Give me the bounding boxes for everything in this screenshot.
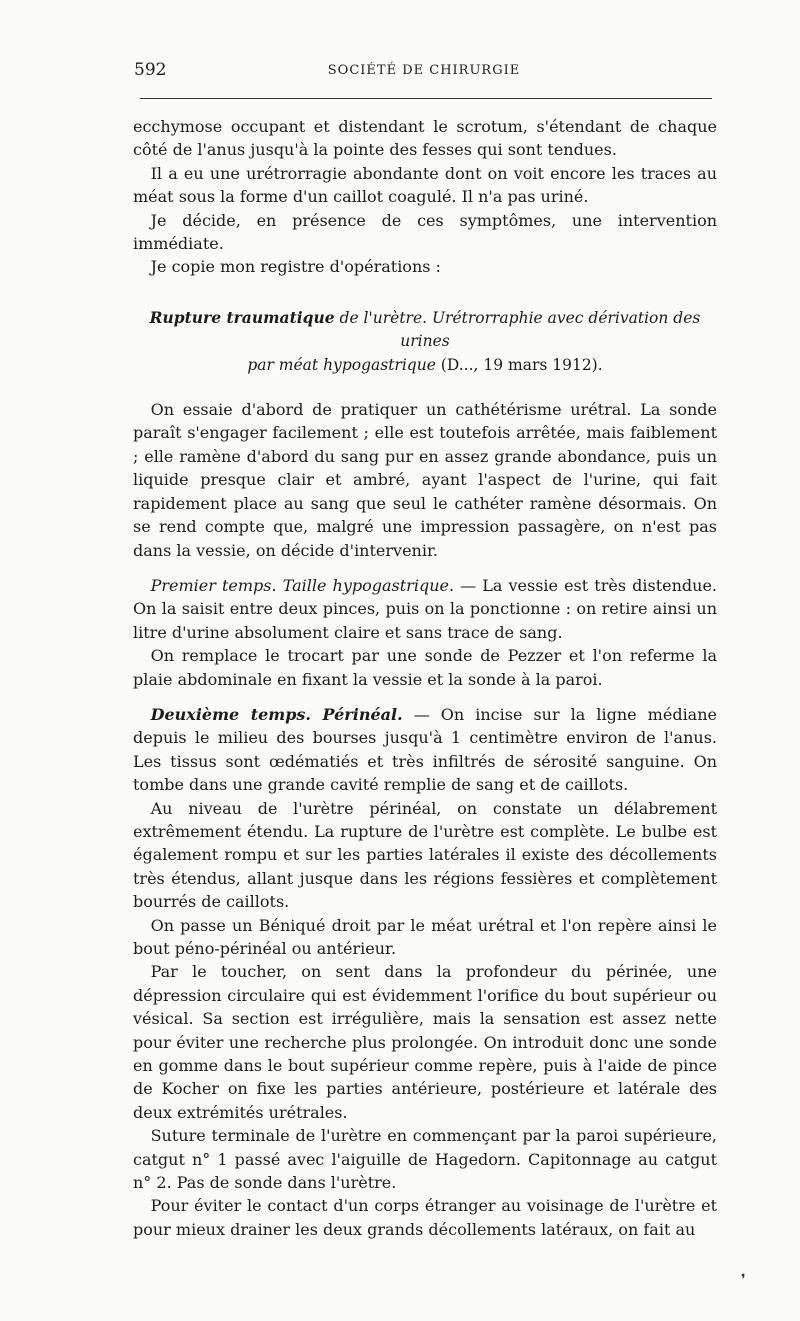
section-heading: Deuxième temps. Périnéal.: [150, 704, 403, 724]
page-body: [133, 115, 717, 1241]
operation-title: [133, 306, 717, 377]
paragraph: Je copie mon registre d'opérations :: [150, 257, 441, 277]
section-heading: Premier temps. Taille hypogastrique.: [150, 575, 455, 595]
paragraph: Au niveau de l'urètre périnéal, on constate un délabrement extrêmement étendu. La rupture de l'urètre est complète. Le bulbe est également rompu et sur les parties latérales il existe des décollements très étendus, allant jusque dans les régions fessières et complètement bourrés de caillots.: [133, 798, 717, 912]
header-rule: [140, 98, 712, 99]
ink-mark: ❜: [741, 1272, 746, 1288]
paragraph: On remplace le trocart par une sonde de Pezzer et l'on referme la plaie abdominale en fixant la vessie et la sonde à la paroi.: [133, 646, 717, 689]
paragraph: Par le toucher, on sent dans la profondeur du périnée, une dépression circulaire qui est évidemment l'orifice du bout supérieur ou vésical. Sa section est irrégulière, mais la sensation est assez nette pour éviter une recherche plus prolongée. On introduit donc une sonde en gomme dans le bout supérieur comme repère, puis à l'aide de pince de Kocher on fixe les parties antérieure, postérieure et latérale des deux extrémités urétrales.: [133, 962, 717, 1122]
paragraph: Pour éviter le contact d'un corps étranger au voisinage de l'urètre et pour mieux drainer les deux grands décollements latéraux, on fait au: [133, 1196, 717, 1239]
page-number: 592: [134, 60, 167, 80]
operation-title-line2: par méat hypogastrique: [247, 355, 436, 374]
paragraph: Suture terminale de l'urètre en commençant par la paroi supérieure, catgut n° 1 passé avec l'aiguille de Hagedorn. Capitonnage au catgut n° 2. Pas de sonde dans l'urètre.: [133, 1126, 717, 1193]
paragraph: Premier temps. Taille hypogastrique. — La vessie est très distendue. On la saisit entre deux pinces, puis on la ponctionne : on retire ainsi un litre d'urine absolument claire et sans trace de sang.: [133, 575, 718, 642]
operation-title-lead: Rupture traumatique: [149, 307, 335, 327]
paragraph: Il a eu une urétrorragie abondante dont on voit encore les traces au méat sous la forme d'un caillot coagulé. Il n'a pas uriné.: [133, 163, 717, 207]
paragraph: On essaie d'abord de pratiquer un cathétérisme urétral. La sonde paraît s'engager facilement ; elle est toutefois arrêtée, mais faiblement ; elle ramène d'abord du sang pur en assez grande abondance, puis un liquide presque clair et ambré, ayant l'aspect de l'urine, qui fait rapidement place au sang que seul le cathéter ramène désormais. On se rend compte que, malgré une impression passagère, on n'est pas dans la vessie, on décide d'intervenir.: [133, 400, 717, 560]
paragraph: Deuxième temps. Périnéal. — On incise sur la ligne médiane depuis le milieu des bourses jusqu'à 1 centimètre environ de l'anus. Les tissus sont œdématiés et très infiltrés de sérosité sanguine. On tombe dans une grande cavité remplie de sang et de caillots.: [133, 704, 717, 795]
paragraph: Je décide, en présence de ces symptômes, une intervention immédiate.: [133, 210, 717, 254]
paragraph: ecchymose occupant et distendant le scrotum, s'étendant de chaque côté de l'anus jusqu'à la pointe des fesses qui sont tendues.: [133, 117, 717, 160]
running-head: SOCIÉTÉ DE CHIRURGIE: [327, 63, 521, 78]
page-header: [134, 60, 714, 84]
paragraph: On passe un Béniqué droit par le méat urétral et l'on repère ainsi le bout péno-périnéal ou antérieur.: [133, 915, 717, 958]
operation-title-text: de l'urètre. Urétrorraphie avec dérivation des urines: [334, 308, 701, 351]
operation-reference: (D..., 19 mars 1912).: [435, 355, 603, 374]
